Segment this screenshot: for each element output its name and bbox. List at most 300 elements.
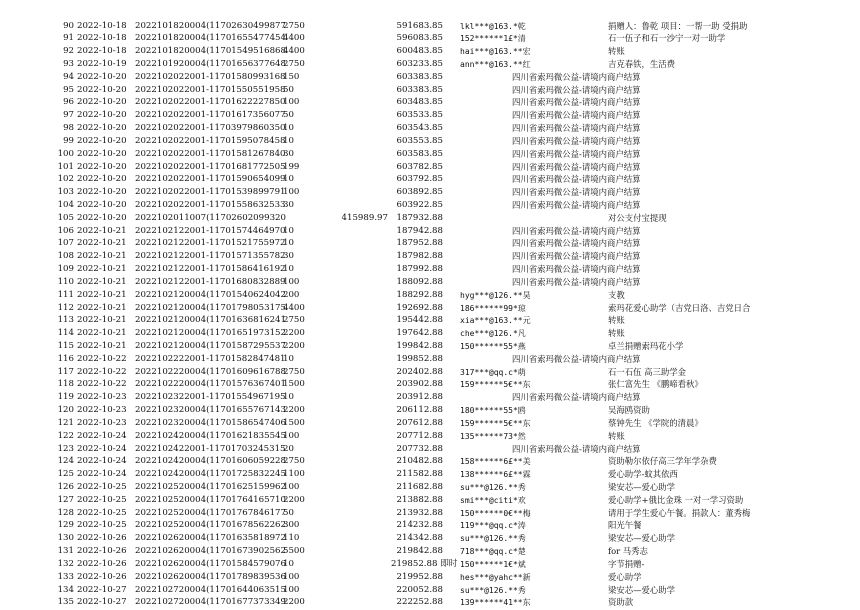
remark: 爱心助学 [608,571,642,582]
payer-account: 138******6£**霖 [460,470,531,480]
payer-account: 718***@qq.c*楚 [460,547,526,557]
date-cell: 2022-10-21 [77,315,127,326]
ledger-row [0,532,860,546]
remark: 对公支付宝提现 [608,212,667,223]
remark: 资助勒尔依仔高三学年学杂费 [608,456,717,467]
income-amount: 30 [283,199,294,210]
balance-amount: 596083.85 [396,33,443,44]
ledger-row [0,96,860,110]
row-number: 94 [63,71,74,82]
row-number: 120 [57,405,74,416]
date-cell: 2022-10-20 [77,212,127,223]
row-number: 116 [57,353,74,364]
balance-amount: 603233.85 [396,58,443,69]
payer-account: che***@126.*凡 [460,329,526,339]
remark: 转账 [608,46,625,57]
payer-account: 119***@qq.c*涛 [460,521,526,531]
date-cell: 2022-10-21 [77,251,127,262]
remark: 字节捐赠- [608,558,645,569]
remark: 转账 [608,328,625,339]
income-amount: 200 [283,289,300,300]
date-cell: 2022-10-24 [77,469,127,480]
ledger-row [0,276,860,290]
ledger-row [0,122,860,136]
income-amount: 10 [283,135,294,146]
balance-amount: 603892.85 [396,187,443,198]
income-amount: 100 [283,430,300,441]
ledger-row [0,45,860,59]
row-number: 96 [63,97,74,108]
remark: 转账 [608,315,625,326]
balance-amount: 603533.85 [396,110,443,121]
balance-amount: 603792.85 [396,174,443,185]
payer-account: hes***@yahc**新 [460,572,531,582]
row-number: 127 [57,494,74,505]
row-number: 122 [57,430,74,441]
balance-amount: 203912.88 [396,392,443,403]
row-number: 97 [63,110,74,121]
ledger-row [0,237,860,251]
row-number: 90 [63,20,74,31]
balance-amount: 220052.88 [396,584,443,595]
date-cell: 2022-10-20 [77,161,127,172]
balance-amount: 214232.88 [396,520,443,531]
payer-account: 317***@qq.c*萌 [460,367,526,377]
transaction-ref: 2022102620004(11701789839536 [135,571,286,582]
ledger-row [0,571,860,585]
date-cell: 2022-10-24 [77,456,127,467]
transaction-ref: 2022102022001-11701550551958 [135,84,286,95]
balance-amount: 211682.88 [396,482,443,493]
payer-account: lkl***@163.*乾 [460,21,526,31]
payer-account: 139******41**东 [460,598,531,608]
remark: 吴海鸥资助 [608,405,650,416]
date-cell: 2022-10-23 [77,392,127,403]
ledger-row [0,584,860,598]
ledger-row [0,314,860,328]
payer-account: su***@126.**秀 [460,534,526,544]
remark: 转账 [608,430,625,441]
row-number: 93 [63,58,74,69]
income-amount: 10 [283,392,294,403]
transaction-ref: 2022102220004(11701609616788 [135,366,286,377]
remark: 四川省索玛微公益-请境内商户结算 [512,251,641,262]
remark: 梁安芯—爱心助学 [608,533,675,544]
income-amount: 2200 [283,405,305,416]
ledger-row [0,263,860,277]
payer-account: 150******0€**梅 [460,508,531,518]
ledger-row [0,289,860,303]
balance-amount: 203902.88 [396,379,443,390]
date-cell: 2022-10-19 [77,58,127,69]
ledger-row [0,250,860,264]
date-cell: 2022-10-20 [77,123,127,134]
transaction-ref: 2022102022001-11701558632533 [135,199,286,210]
income-amount: 1500 [283,417,305,428]
remark: 请用于学生爱心午餐。捐款人：董秀梅 [608,507,751,518]
remark: 四川省索玛微公益-请境内商户结算 [512,264,641,275]
ledger-row [0,353,860,367]
ledger-row [0,340,860,354]
transaction-ref: 2022101820004(11701549516868 [135,46,286,57]
payer-account: smi***@citi*欢 [460,495,526,505]
transaction-ref: 2022102022001-11701681772505 [135,161,286,172]
row-number: 123 [57,443,74,454]
row-number: 105 [57,212,74,223]
date-cell: 2022-10-20 [77,135,127,146]
balance-amount: 207732.88 [396,443,443,454]
row-number: 118 [57,379,74,390]
expense-amount: 415989.97 [341,212,388,223]
transaction-ref: 2022102320004(11701586547406 [135,417,286,428]
transaction-ref: 2022102122001-11701521755972 [135,238,286,249]
balance-amount: 219842.88 [396,546,443,557]
balance-amount: 213932.88 [396,507,443,518]
balance-amount: 211582.88 [396,469,443,480]
remark: 四川省索玛微公益-请境内商户结算 [512,97,641,108]
ledger-row [0,225,860,239]
transaction-ref: 2022102120004(11701798053175 [135,302,286,313]
row-number: 92 [63,46,74,57]
row-number: 114 [57,328,74,339]
remark: 四川省索玛微公益-请境内商户结算 [512,443,641,454]
income-amount: 300 [283,520,300,531]
income-amount: 2750 [283,58,305,69]
date-cell: 2022-10-24 [77,430,127,441]
ledger-row [0,212,860,226]
remark: for 马秀志 [608,546,648,557]
transaction-ref: 2022102720004(11701677373349 [135,597,286,608]
row-number: 134 [57,584,74,595]
remark: 梁安芯—爱心助学 [608,482,675,493]
balance-amount: 603782.85 [396,161,443,172]
payer-account: 180******55*鸥 [460,406,526,416]
transaction-ref: 2022102420004(11701725832245 [135,469,286,480]
balance-amount: 187982.88 [396,251,443,262]
remark: 爱心助学-蚊其依西 [608,469,678,480]
remark: 四川省索玛微公益-请境内商户结算 [512,174,641,185]
payer-account: xia***@163.**元 [460,316,531,326]
remark: 爱心助学+俄比金珠 一对一学习资助 [608,494,744,505]
remark: 梁安芯—爱心助学 [608,584,675,595]
ledger-row [0,199,860,213]
payer-account: su***@126.**秀 [460,483,526,493]
transaction-ref: 2022102620004(11701635818972 [135,533,286,544]
row-number: 125 [57,469,74,480]
transaction-ref: 2022102120004(11701540624042 [135,289,286,300]
ledger-row [0,32,860,46]
ledger-row [0,430,860,444]
remark: 石一石伍 高三助学金 [608,366,687,377]
row-number: 108 [57,251,74,262]
balance-amount: 188092.88 [396,276,443,287]
balance-amount: 188292.88 [396,289,443,300]
date-cell: 2022-10-23 [77,417,127,428]
income-amount: 110 [283,533,300,544]
transaction-ref: 2022101820004(11702630499877 [135,20,286,31]
payer-account: 158******6£**美 [460,457,531,467]
transaction-ref: 2022102022001-11701539899791 [135,187,286,198]
ledger-row [0,173,860,187]
balance-amount: 207612.88 [396,417,443,428]
payer-account: 159******5€**东 [460,418,531,428]
transaction-ref: 2022102520004(11701625159962 [135,482,286,493]
balance-amount: 187952.88 [396,238,443,249]
date-cell: 2022-10-21 [77,289,127,300]
ledger-row [0,545,860,559]
payer-account: 150******1€*斌 [460,559,526,569]
balance-amount: 591683.85 [396,20,443,31]
row-number: 101 [57,161,74,172]
date-cell: 2022-10-21 [77,341,127,351]
ledger-row [0,494,860,508]
income-amount: 100 [283,187,300,198]
remark: 四川省索玛微公益-请境内商户结算 [512,84,641,95]
remark: 索玛花爱心助学（吉党日洛、吉党日合 [608,302,751,313]
date-cell: 2022-10-21 [77,264,127,275]
income-amount: 100 [283,276,300,287]
transaction-ref: 2022102122001-11701680832889 [135,276,286,287]
transaction-ref: 2022102122001-11701586416192 [135,264,286,275]
date-cell: 2022-10-18 [77,20,127,31]
ledger-row [0,71,860,85]
balance-amount: 603553.85 [396,135,443,146]
ledger-row [0,302,860,316]
remark: 四川省索玛微公益-请境内商户结算 [512,392,641,403]
ledger-row [0,84,860,98]
payer-account: su***@126.**秀 [460,585,526,595]
date-cell: 2022-10-21 [77,328,127,339]
transaction-ref: 2022102022001-11701581267840 [135,148,286,159]
date-cell: 2022-10-18 [77,33,127,44]
balance-amount: 202402.88 [396,366,443,377]
date-cell: 2022-10-20 [77,84,127,95]
remark: 阳光午餐 [608,520,642,531]
balance-amount: 187932.88 [396,212,443,223]
income-amount: 50 [283,507,294,518]
payer-account: 135******73*然 [460,431,526,441]
income-amount: 2200 [283,328,305,339]
row-number: 117 [57,366,74,377]
row-number: 104 [57,199,74,210]
remark: 四川省索玛微公益-请境内商户结算 [512,148,641,159]
balance-amount: 195442.88 [396,315,443,326]
income-amount: 2200 [283,341,305,351]
date-cell: 2022-10-20 [77,110,127,121]
transaction-ref: 2022102422001-11701703245315 [135,443,286,454]
income-amount: 10 [283,353,294,364]
income-amount: 1100 [283,469,305,480]
ledger-row [0,135,860,149]
remark: 四川省索玛微公益-请境内商户结算 [512,187,641,198]
transaction-ref: 2022102022001-11701617356077 [135,110,286,121]
transaction-ref: 2022102022001-11701595078458 [135,135,286,146]
balance-amount: 187942.88 [396,225,443,236]
date-cell: 2022-10-26 [77,558,127,569]
row-number: 132 [57,558,74,569]
income-amount: 100 [283,584,300,595]
remark: 卓兰捐赠索玛花小学 [608,341,684,351]
balance-amount: 603543.85 [396,123,443,134]
ledger-row [0,455,860,469]
ledger-row [0,519,860,533]
payer-account: hai***@163.**宏 [460,47,531,57]
transaction-ref: 2022102122001-11701574464970 [135,225,286,236]
ledger-row [0,558,860,572]
transaction-ref: 2022102620004(11701673902562 [135,546,286,557]
ledger-row [0,507,860,521]
row-number: 130 [57,533,74,544]
row-number: 100 [57,148,74,159]
date-cell: 2022-10-26 [77,571,127,582]
row-number: 91 [63,33,74,44]
transaction-ref: 2022102022001-11701580993168 [135,71,286,82]
remark: 四川省索玛微公益-请境内商户结算 [512,225,641,236]
income-amount: 2200 [283,597,305,608]
date-cell: 2022-10-25 [77,507,127,518]
remark: 张仁富先生 《鹏啼看秋》 [608,379,703,390]
balance-amount: 210482.88 [396,456,443,467]
ledger-row [0,404,860,418]
balance-amount: 603483.85 [396,97,443,108]
transaction-ref: 2022102322001-11701554967195 [135,392,286,403]
income-amount: 2750 [283,456,305,467]
transaction-ref: 2022102022001-11703979860350 [135,123,286,134]
balance-amount: 213882.88 [396,494,443,505]
income-amount: 30 [283,251,294,262]
remark: 支教 [608,289,625,300]
ledger-row [0,186,860,200]
transaction-ref: 2022102022001-11701622227850 [135,97,286,108]
date-cell: 2022-10-23 [77,405,127,416]
transaction-ref: 2022102320004(11701655767143 [135,405,286,416]
row-number: 129 [57,520,74,531]
row-number: 98 [63,123,74,134]
date-cell: 2022-10-27 [77,584,127,595]
income-amount: 10 [283,123,294,134]
date-cell: 2022-10-26 [77,533,127,544]
date-cell: 2022-10-25 [77,494,127,505]
row-number: 135 [57,597,74,608]
income-amount: 10 [283,264,294,275]
date-cell: 2022-10-20 [77,199,127,210]
ledger-row [0,417,860,431]
row-number: 103 [57,187,74,198]
row-number: 112 [57,302,74,313]
income-amount: 2200 [283,494,305,505]
income-amount: 4400 [283,302,305,313]
date-cell: 2022-10-25 [77,520,127,531]
balance-amount: 603583.85 [396,148,443,159]
transaction-ref: 2022102720004(11701644063515 [135,584,286,595]
ledger-row [0,161,860,175]
income-amount: 50 [283,110,294,121]
remark: 资助款 [608,597,634,608]
transaction-ref: 2022102120004(11701636816241 [135,315,286,326]
row-number: 113 [57,315,74,326]
income-amount: 2750 [283,20,305,31]
transaction-ref: 2022102520004(11701764165710 [135,494,286,505]
income-amount: 4400 [283,33,305,44]
balance-amount: 187992.88 [396,264,443,275]
payer-account: 150******55*燕 [460,342,526,351]
transaction-ref: 2022102620004(11701584579076 [135,558,286,569]
ledger-row [0,109,860,123]
income-amount: 20 [283,443,294,454]
date-cell: 2022-10-26 [77,546,127,557]
balance-amount: 603922.85 [396,199,443,210]
date-cell: 2022-10-20 [77,174,127,185]
balance-amount: 199842.88 [396,341,443,351]
income-amount: 199 [283,161,300,172]
row-number: 107 [57,238,74,249]
row-number: 115 [57,341,74,351]
transaction-ref: 2022101920004(11701656377648 [135,58,286,69]
transaction-ref: 2022102120004(11701587295537 [135,341,286,351]
transaction-ref: 2022102122001-11701571355782 [135,251,286,262]
row-number: 95 [63,84,74,95]
balance-amount: 603383.85 [396,71,443,82]
ledger-row [0,468,860,482]
date-cell: 2022-10-20 [77,97,127,108]
transaction-ref: 2022102022001-11701590654099 [135,174,286,185]
income-amount: 2750 [283,366,305,377]
date-cell: 2022-10-21 [77,225,127,236]
payer-account: hyg***@126.**昊 [460,290,531,300]
income-amount: 100 [283,571,300,582]
transaction-ref: 2022102520004(11701767846177 [135,507,286,518]
payer-account: 152******1£*清 [460,34,526,44]
income-amount: 150 [283,71,300,82]
income-amount: 1500 [283,379,305,390]
row-number: 111 [57,289,74,300]
balance-amount: 192692.88 [396,302,443,313]
income-amount: 10 [283,558,294,569]
date-cell: 2022-10-27 [77,597,127,608]
income-amount: 100 [283,97,300,108]
transaction-ref: 2022102220004(11701576367401 [135,379,286,390]
row-number: 109 [57,264,74,275]
payer-account: ann***@163.**红 [460,59,531,69]
ledger-row [0,20,860,34]
income-amount: 30 [283,148,294,159]
date-cell: 2022-10-21 [77,302,127,313]
ledger-row [0,327,860,341]
date-cell: 2022-10-21 [77,276,127,287]
date-cell: 2022-10-22 [77,366,127,377]
balance-amount: 197642.88 [396,328,443,339]
transaction-ref: 2022102520004(11701678562262 [135,520,286,531]
balance-amount: 219852.88 即时 [391,558,458,569]
row-number: 119 [57,392,74,403]
transaction-ref: 2022102011007(11702602099320 [135,212,286,223]
row-number: 99 [63,135,74,146]
income-amount: 2750 [283,315,305,326]
date-cell: 2022-10-24 [77,443,127,454]
row-number: 110 [57,276,74,287]
transaction-ref: 2022101820004(11701655477454 [135,33,286,44]
income-amount: 5500 [283,546,305,557]
ledger-row [0,596,860,610]
row-number: 128 [57,507,74,518]
remark: 吉克春铁，生活费 [608,58,675,69]
balance-amount: 206112.88 [396,405,443,416]
income-amount: 10 [283,238,294,249]
date-cell: 2022-10-20 [77,71,127,82]
remark: 四川省索玛微公益-请境内商户结算 [512,123,641,134]
remark: 石一伍子和石一沙宁一对一助学 [608,33,726,44]
row-number: 131 [57,546,74,557]
